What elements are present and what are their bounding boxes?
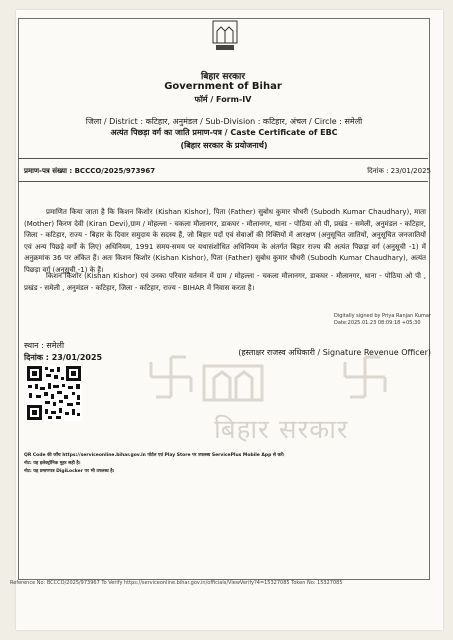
certificate-purpose: (बिहार सरकार के प्रयोजनार्थ) — [180, 141, 268, 150]
form-label: फॉर्म / Form-IV — [194, 95, 252, 104]
certificate-title: अत्यंत पिछड़ा वर्ग का जाति प्रमाण-पत्र / Caste Certificate of EBC — [110, 128, 338, 137]
certificate-body-paragraph: प्रमाणित किया जाता है कि किशन किशोर (Kishan Kishor), पिता (Father) सुबोध कुमार चौधरी (Subodh Kumar Chaudhary), माता (Mother) किरण देवी (Kiran Devi),ग्राम / मोहल्ला - चकला मौलानगर, डाकघर - मौलानगर, थाना - पोठिया ओ पी, प्रखंड - समेली, अनुमंडल - कटिहार, जिला - कटिहार, राज्य - बिहार के दिवार समुदाय के सदस्य हैं, जो बिहार पदों एवं सेवाओं की रिक्तियों में आरक्षण (अनुसूचित जातियों, अनुसूचित जनजातियों एवं अन्य पिछड़े वर्गों के लिए) अधिनियम, 1991 समय-समय पर यथासंशोधित अधिनियम के अंतर्गत बिहार राज्य की अत्यंत पिछड़ा वर्ग (अनुसूची -1) में अनुक्रमांक 36 पर अंकित हैं। अतः किशन किशोर (Kishan Kishor), पिता (Father) सुबोध कुमार चौधरी (Subodh Kumar Chaudhary), अत्यंत पिछड़ा वर्ग (अनुसूची -1) के हैं। — [24, 208, 426, 274]
divider — [18, 181, 428, 182]
qr-verification-note: QR Code की जाँच https://serviceonline.bihar.gov.in पोर्टल एवं Play Store पर उपलब्ध ServicePlus Mobile App से करें। — [24, 453, 285, 458]
footer-note: नोट: यह इलेक्ट्रॉनिक मुहर सही है। — [24, 461, 81, 466]
issue-date: दिनांक : 23/01/2025 — [24, 353, 103, 362]
jurisdiction-line: जिला / District : कटिहार, अनुमंडल / Sub-Division : कटिहार, अंचल / Circle : समेली — [85, 117, 363, 126]
digital-signature-note — [334, 313, 431, 327]
reference-line: Reference No: BCCCO/2025/973967 To Verify https://serviceonline.bihar.gov.in/officials/ViewVerify?4=15327085 Token No: 15327085 — [10, 580, 343, 586]
state-name-hindi: बिहार सरकार — [200, 72, 246, 82]
qr-code-icon[interactable] — [26, 365, 82, 421]
digilocker-note: नोट: यह प्रमाणपत्र DigiLocker पर भी उपलब्ध है। — [24, 469, 115, 474]
divider — [18, 158, 428, 159]
place-label: स्थान : समेली — [24, 341, 65, 350]
bihar-emblem-icon — [210, 18, 240, 52]
certificate-number: प्रमाण-पत्र संख्या : BCCCO/2025/973967 — [24, 167, 156, 175]
officer-signature-label: (हस्ताक्षर राजस्व अधिकारी / Signature Revenue Officer) — [238, 348, 431, 357]
watermark-text: बिहार सरकार — [214, 415, 349, 445]
certificate-date: दिनांक : 23/01/2025 — [367, 167, 431, 175]
residence-paragraph: किशन किशोर (Kishan Kishor) एवं उनका परिवार वर्तमान में ग्राम / मोहल्ला - चकला मौलानगर, डाकघर - मौलानगर, थाना - पोठिया ओ पी , प्रखंड - समेली , अनुमंडल - कटिहार, जिला - कटिहार, राज्य - BIHAR में निवास करता है। — [24, 272, 426, 292]
digital-signature-date: Date:2025.01.23 08:09:18 +05:30 — [334, 320, 421, 326]
state-name-english: Government of Bihar — [164, 81, 282, 92]
digital-signature-signer: Digitally signed by Priya Ranjan Kumar — [334, 313, 432, 319]
